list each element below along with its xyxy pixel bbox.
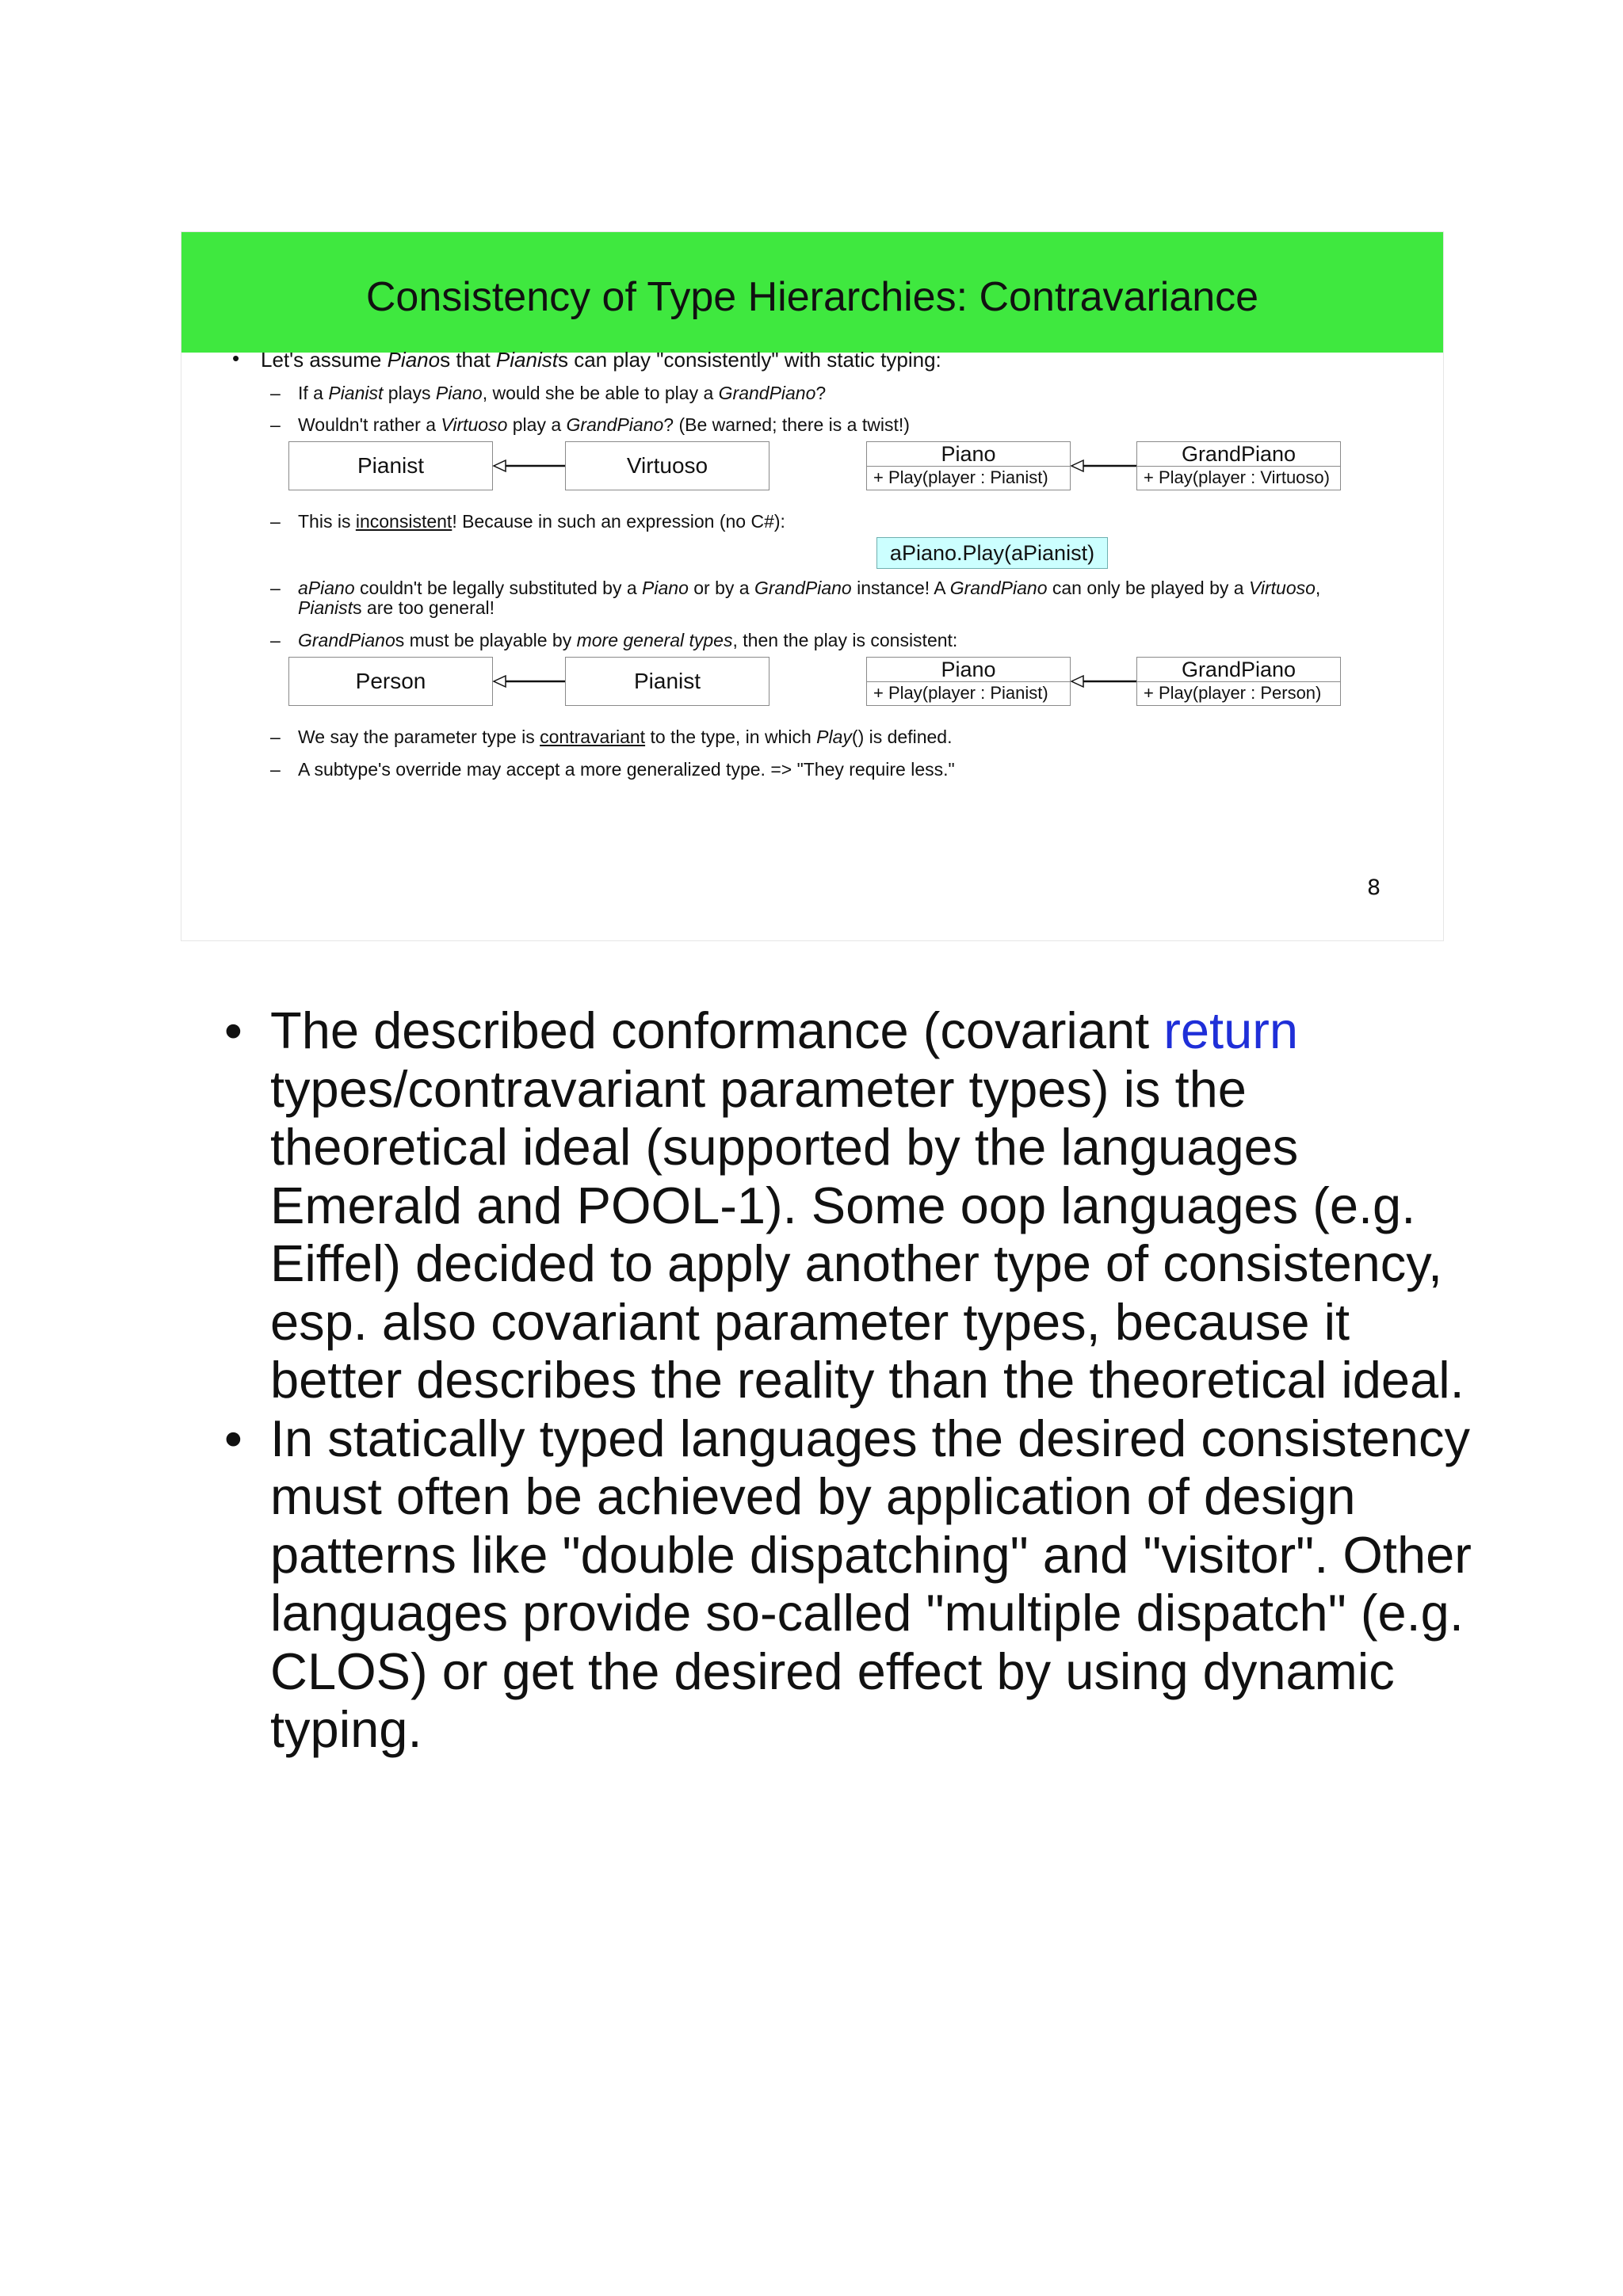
dash: –: [270, 383, 281, 403]
uml-class-operation: + Play(player : Virtuoso): [1144, 467, 1330, 487]
uml-class-piano: [866, 441, 1071, 490]
notes-paragraph-1: • The described conformance (covariant return types/contravariant parameter types) is the theoretical ideal (supported by the languages Emerald and POOL-1). Some oop languages (e.g. Eiffel) decided to apply another type of consistency, esp. also covariant parameter types, because it better describes the reality than the theoretical ideal.: [224, 1001, 1465, 1409]
sub-bullet-1: If a Pianist plays Piano, would she be able to play a GrandPiano?: [298, 383, 827, 403]
uml-class-operation: + Play(player : Person): [1144, 683, 1322, 703]
bullet-dot: •: [232, 346, 240, 370]
notes-bullet: •: [224, 1409, 242, 1467]
uml-class-person: Person: [288, 657, 493, 706]
dash: –: [270, 414, 281, 435]
slide-header: [181, 232, 1443, 353]
inheritance-arrow-icon: [1071, 673, 1137, 689]
uml-class-pianist: Pianist: [288, 441, 493, 490]
notes-bullet: •: [224, 1001, 242, 1059]
dash: –: [270, 511, 281, 532]
uml-class-name: GrandPiano: [1137, 658, 1340, 682]
dash: –: [270, 578, 281, 598]
sub-bullet-4-line-1: aPiano couldn't be legally substituted by a Piano or by a GrandPiano instance! A GrandPiano can only be played by a Virtuoso,: [298, 578, 1321, 598]
notes-paragraph-2: • In statically typed languages the desired consistency must often be achieved by application of design patterns like "double dispatching" and "visitor". Other languages provide so-called "multiple dispatch" (e.g. CLOS) or get the desired effect by using dynamic typing.: [224, 1409, 1472, 1758]
dash: –: [270, 759, 281, 780]
uml-class-grandpiano: [1136, 657, 1341, 706]
uml-class-pianist: Pianist: [565, 657, 769, 706]
sub-bullet-4-line-2: Pianists are too general!: [298, 597, 495, 618]
speaker-notes: [224, 1001, 1492, 1759]
slide-page-number: 8: [1367, 875, 1381, 900]
sub-bullet-3: This is inconsistent! Because in such an expression (no C#):: [298, 511, 785, 532]
uml-class-operation: + Play(player : Pianist): [873, 683, 1048, 703]
uml-class-name: Piano: [867, 442, 1070, 467]
dash: –: [270, 630, 281, 650]
uml-class-virtuoso: Virtuoso: [565, 441, 769, 490]
uml-class-operation: + Play(player : Pianist): [873, 467, 1048, 487]
sub-bullet-5: GrandPianos must be playable by more general types, then the play is consistent:: [298, 630, 958, 650]
slide-title: Consistency of Type Hierarchies: Contravariance: [365, 274, 1259, 320]
inheritance-arrow-icon: [493, 458, 566, 474]
uml-class-name: Piano: [867, 658, 1070, 682]
uml-class-piano: [866, 657, 1071, 706]
bullet-1: Let's assume Pianos that Pianists can play "consistently" with static typing:: [261, 348, 941, 372]
sub-bullet-7: A subtype's override may accept a more generalized type. => "They require less.": [298, 759, 955, 780]
inheritance-arrow-icon: [1071, 458, 1137, 474]
slide: [181, 231, 1444, 941]
dash: –: [270, 727, 281, 747]
sub-bullet-2: Wouldn't rather a Virtuoso play a GrandPiano? (Be warned; there is a twist!): [298, 414, 910, 435]
code-expression: aPiano.Play(aPianist): [876, 537, 1108, 569]
uml-class-name: GrandPiano: [1137, 442, 1340, 467]
sub-bullet-6: We say the parameter type is contravariant to the type, in which Play() is defined.: [298, 727, 953, 747]
inheritance-arrow-icon: [493, 673, 566, 689]
uml-class-grandpiano: [1136, 441, 1341, 490]
